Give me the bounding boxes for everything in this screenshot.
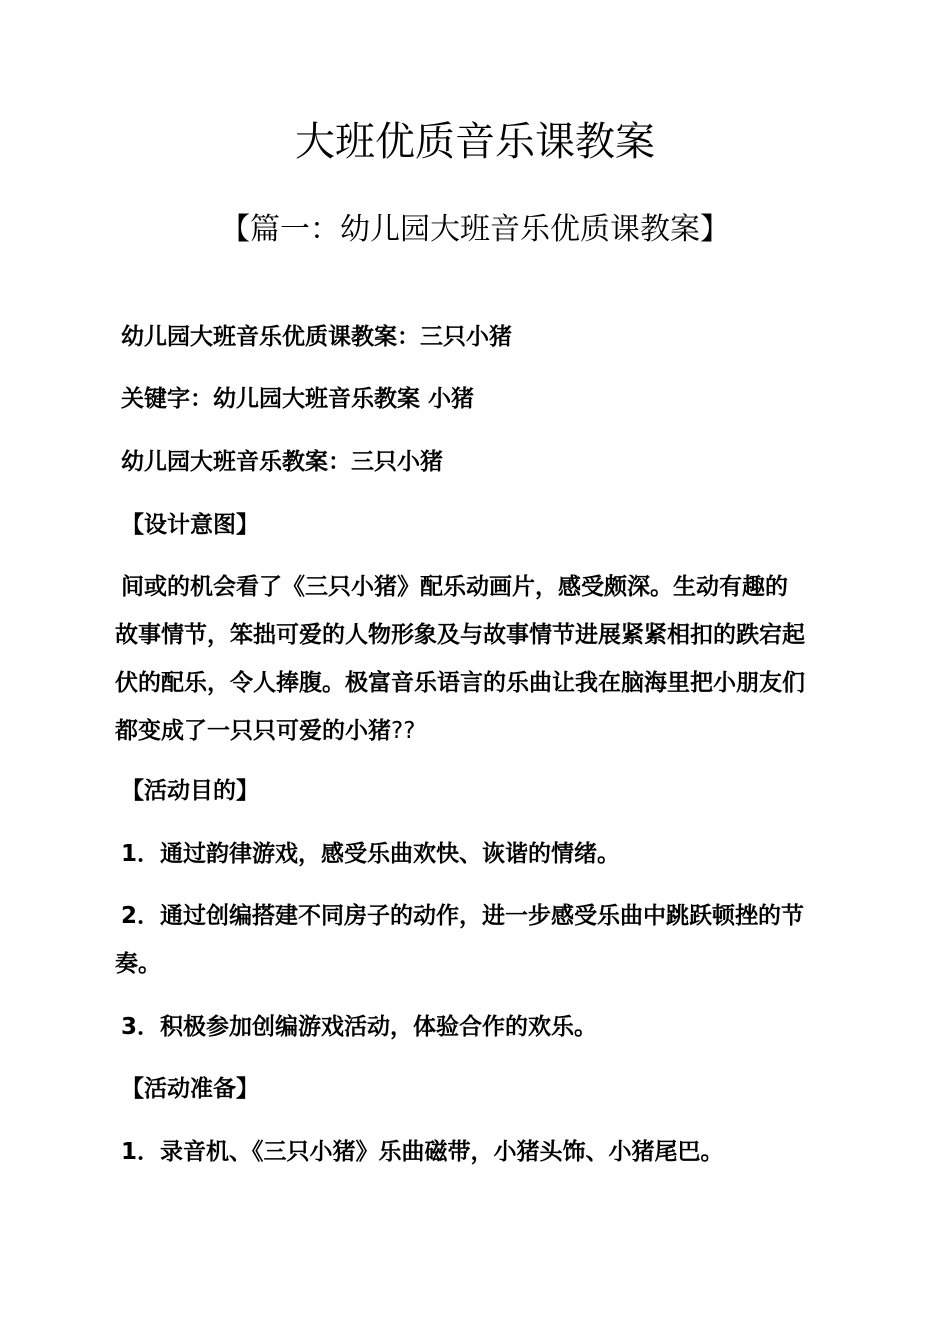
paragraph-line-text: 都变成了一只只可爱的小猪 [115, 718, 391, 744]
paragraph-line: 伏的配乐，令人捧腹。极富音乐语言的乐曲让我在脑海里把小朋友们 [115, 670, 805, 696]
plan-title-line: 幼儿园大班音乐教案：三只小猪 [121, 449, 443, 475]
goal-item-3: 3．积极参加创编游戏活动，体验合作的欢乐。 [121, 1014, 598, 1040]
goal-item-2 [115, 901, 840, 997]
goal-item-2-line: 2．通过创编搭建不同房子的动作，进一步感受乐曲中跳跃顿挫的节 [121, 903, 805, 929]
prep-heading: 【活动准备】 [121, 1076, 259, 1102]
design-intent-paragraph [115, 572, 840, 764]
paragraph-line: 间或的机会看了《三只小猪》配乐动画片，感受颇深。生动有趣的 [121, 574, 788, 600]
paragraph-line [115, 716, 840, 764]
prep-item-1: 1．录音机、《三只小猪》乐曲磁带，小猪头饰、小猪尾巴。 [121, 1139, 724, 1165]
goals-heading: 【活动目的】 [121, 778, 259, 804]
goal-item-1: 1．通过韵律游戏，感受乐曲欢快、诙谐的情绪。 [121, 841, 621, 867]
keywords-line: 关键字：幼儿园大班音乐教案 小猪 [121, 386, 475, 412]
paragraph-line: 故事情节，笨拙可爱的人物形象及与故事情节进展紧紧相扣的跌宕起 [115, 622, 805, 648]
document-subtitle: 【篇一：幼儿园大班音乐优质课教案】 [220, 212, 730, 247]
document-title: 大班优质音乐课教案 [295, 119, 655, 165]
paragraph-line-tail: ?? [391, 718, 416, 744]
goal-item-2-line: 奏。 [115, 951, 161, 977]
design-intent-heading: 【设计意图】 [121, 512, 259, 538]
lesson-heading: 幼儿园大班音乐优质课教案：三只小猪 [121, 324, 512, 350]
